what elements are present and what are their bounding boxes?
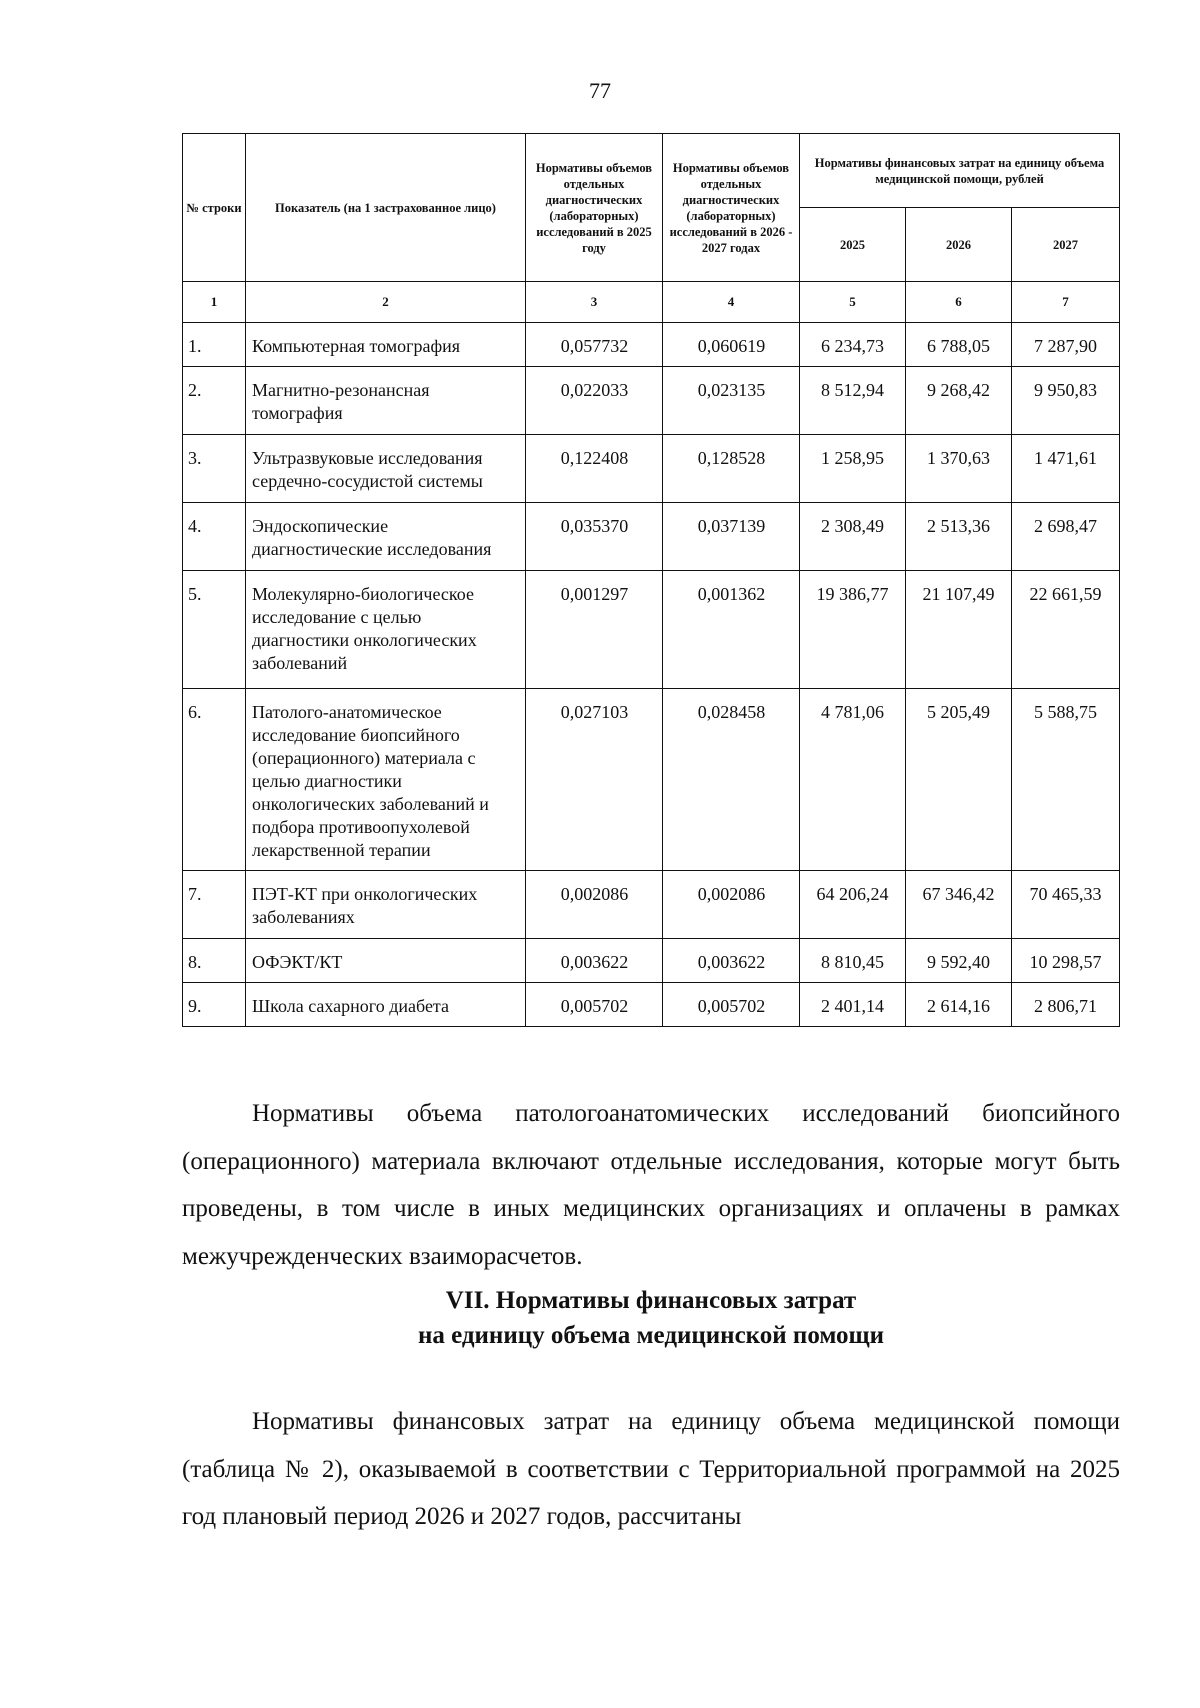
header-year-2025: 2025 <box>800 208 906 282</box>
row-cost-2026: 2 513,36 <box>906 503 1012 571</box>
row-volume-2025: 0,003622 <box>526 939 663 983</box>
row-cost-2026: 67 346,42 <box>906 871 1012 939</box>
table-row <box>183 871 1120 939</box>
column-number: 5 <box>800 282 906 323</box>
row-number: 9. <box>183 983 246 1027</box>
header-financial: Нормативы финансовых затрат на единицу объема медицинской помощи, рублей <box>800 134 1120 208</box>
row-number: 6. <box>183 689 246 871</box>
row-volume-2026-2027: 0,023135 <box>663 367 800 435</box>
table-row <box>183 503 1120 571</box>
header-row-no: № строки <box>183 134 246 282</box>
table-row <box>183 571 1120 689</box>
row-cost-2025: 2 308,49 <box>800 503 906 571</box>
header-volume-2026-2027: Нормативы объемов отдельных диагностических (лабораторных) исследований в 2026 - 2027 годах <box>663 134 800 282</box>
row-cost-2026: 5 205,49 <box>906 689 1012 871</box>
table-row <box>183 435 1120 503</box>
table-row <box>183 323 1120 367</box>
row-volume-2026-2027: 0,001362 <box>663 571 800 689</box>
row-indicator: Компьютерная томография <box>246 323 526 367</box>
row-cost-2026: 2 614,16 <box>906 983 1012 1027</box>
row-indicator: ПЭТ-КТ при онкологических заболеваниях <box>246 871 526 939</box>
row-cost-2025: 6 234,73 <box>800 323 906 367</box>
row-indicator: Школа сахарного диабета <box>246 983 526 1027</box>
row-cost-2025: 4 781,06 <box>800 689 906 871</box>
row-cost-2027: 70 465,33 <box>1012 871 1120 939</box>
row-indicator: Ультразвуковые исследования сердечно-сосудистой системы <box>246 435 526 503</box>
row-volume-2025: 0,022033 <box>526 367 663 435</box>
column-number: 2 <box>246 282 526 323</box>
row-volume-2026-2027: 0,028458 <box>663 689 800 871</box>
row-cost-2027: 2 806,71 <box>1012 983 1120 1027</box>
table-row <box>183 689 1120 871</box>
row-cost-2025: 2 401,14 <box>800 983 906 1027</box>
section-heading-line-2: на единицу объема медицинской помощи <box>417 1322 885 1349</box>
row-volume-2025: 0,122408 <box>526 435 663 503</box>
row-number: 7. <box>183 871 246 939</box>
table-row <box>183 983 1120 1027</box>
table-row <box>183 939 1120 983</box>
header-indicator: Показатель (на 1 застрахованное лицо) <box>246 134 526 282</box>
row-cost-2027: 5 588,75 <box>1012 689 1120 871</box>
column-number: 3 <box>526 282 663 323</box>
row-indicator: ОФЭКТ/КТ <box>246 939 526 983</box>
row-number: 4. <box>183 503 246 571</box>
row-indicator: Эндоскопические диагностические исследования <box>246 503 526 571</box>
row-number: 8. <box>183 939 246 983</box>
row-cost-2027: 9 950,83 <box>1012 367 1120 435</box>
paragraph-financial-norms: Нормативы финансовых затрат на единицу объема медицинской помощи (таблица № 2), оказываемой в соответствии с Территориальной программой на 2025 год плановый период 2026 и 2027 годов, рассчитаны <box>182 1408 1120 1530</box>
section-heading <box>182 1283 1120 1353</box>
row-volume-2026-2027: 0,128528 <box>663 435 800 503</box>
row-cost-2027: 2 698,47 <box>1012 503 1120 571</box>
row-volume-2025: 0,001297 <box>526 571 663 689</box>
row-number: 5. <box>183 571 246 689</box>
norms-table <box>182 133 1120 1027</box>
row-volume-2026-2027: 0,002086 <box>663 871 800 939</box>
row-number: 1. <box>183 323 246 367</box>
row-number: 3. <box>183 435 246 503</box>
row-cost-2026: 6 788,05 <box>906 323 1012 367</box>
column-number: 1 <box>183 282 246 323</box>
row-volume-2026-2027: 0,003622 <box>663 939 800 983</box>
page-number: 77 <box>589 78 611 103</box>
table-row <box>183 367 1120 435</box>
paragraph-biopsy-note: Нормативы объема патологоанатомических исследований биопсийного (операционного) материала включают отдельные исследования, которые могут быть проведены, в том числе в иных медицинских организациях и оплачены в рамках межучрежденческих взаиморасчетов. <box>182 1100 1120 1270</box>
row-volume-2025: 0,027103 <box>526 689 663 871</box>
row-indicator: Патолого-анатомическое исследование биопсийного (операционного) материала с целью диагностики онкологических заболеваний и подбора противоопухолевой лекарственной терапии <box>246 689 526 871</box>
row-cost-2025: 8 810,45 <box>800 939 906 983</box>
row-volume-2025: 0,057732 <box>526 323 663 367</box>
header-volume-2025: Нормативы объемов отдельных диагностических (лабораторных) исследований в 2025 году <box>526 134 663 282</box>
row-cost-2026: 21 107,49 <box>906 571 1012 689</box>
row-cost-2025: 64 206,24 <box>800 871 906 939</box>
row-volume-2025: 0,005702 <box>526 983 663 1027</box>
header-year-2026: 2026 <box>906 208 1012 282</box>
row-volume-2026-2027: 0,037139 <box>663 503 800 571</box>
row-cost-2027: 10 298,57 <box>1012 939 1120 983</box>
column-number: 7 <box>1012 282 1120 323</box>
section-heading-line-1: VII. Нормативы финансовых затрат <box>445 1287 857 1314</box>
row-cost-2026: 1 370,63 <box>906 435 1012 503</box>
row-cost-2026: 9 592,40 <box>906 939 1012 983</box>
row-indicator: Молекулярно-биологическое исследование с целью диагностики онкологических заболеваний <box>246 571 526 689</box>
row-cost-2027: 1 471,61 <box>1012 435 1120 503</box>
row-cost-2025: 8 512,94 <box>800 367 906 435</box>
row-cost-2027: 7 287,90 <box>1012 323 1120 367</box>
column-number: 4 <box>663 282 800 323</box>
row-cost-2025: 19 386,77 <box>800 571 906 689</box>
column-number: 6 <box>906 282 1012 323</box>
row-number: 2. <box>183 367 246 435</box>
header-year-2027: 2027 <box>1012 208 1120 282</box>
row-indicator: Магнитно-резонансная томография <box>246 367 526 435</box>
row-cost-2026: 9 268,42 <box>906 367 1012 435</box>
row-volume-2026-2027: 0,005702 <box>663 983 800 1027</box>
row-volume-2026-2027: 0,060619 <box>663 323 800 367</box>
row-cost-2025: 1 258,95 <box>800 435 906 503</box>
row-volume-2025: 0,035370 <box>526 503 663 571</box>
row-volume-2025: 0,002086 <box>526 871 663 939</box>
row-cost-2027: 22 661,59 <box>1012 571 1120 689</box>
